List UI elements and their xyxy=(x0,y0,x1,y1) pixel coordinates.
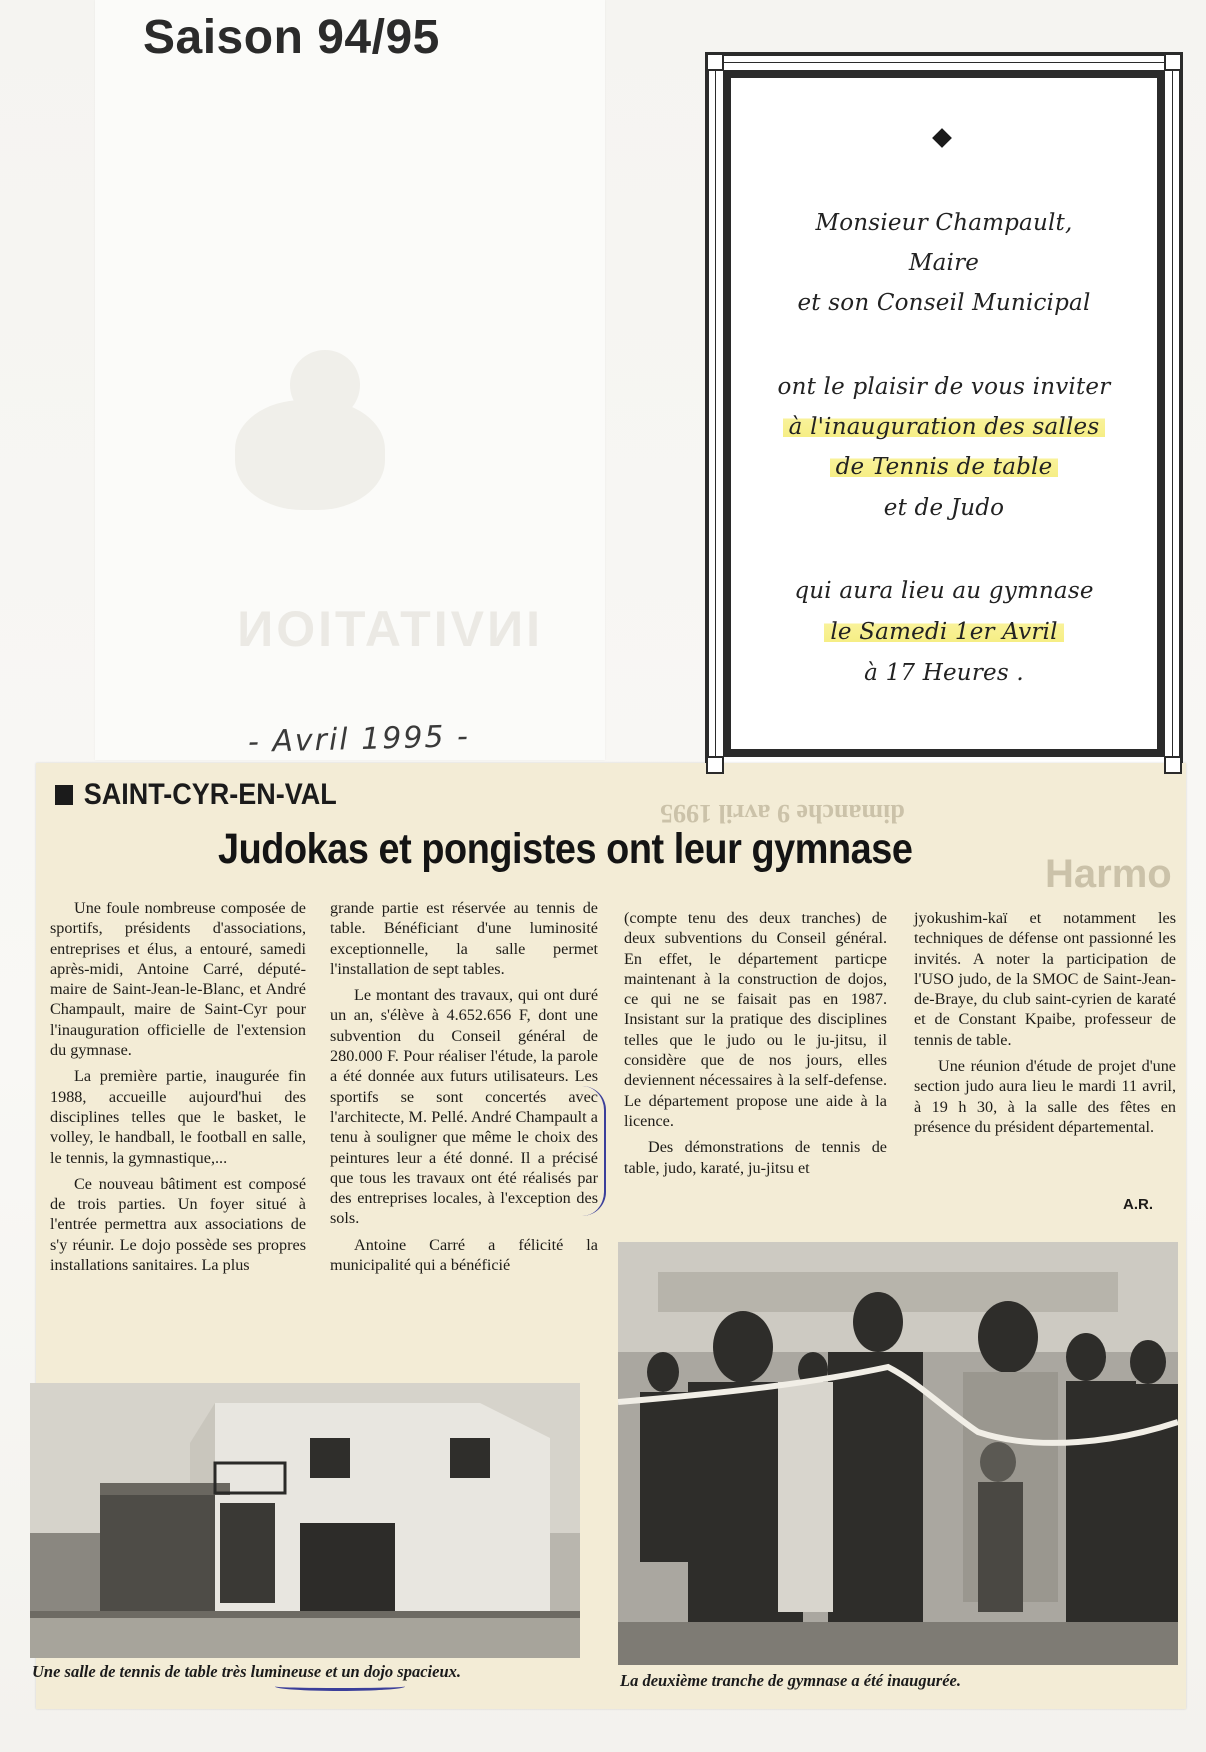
invitation-host: Monsieur Champault, xyxy=(815,210,1073,236)
highlighted-text: à l'inauguration des salles xyxy=(783,414,1106,440)
pen-annotation xyxy=(582,1086,606,1216)
invitation-body: et de Judo xyxy=(883,495,1005,521)
handwritten-date: - Avril 1995 - xyxy=(247,719,471,760)
paragraph: grande partie est réservée au tennis de table. Bénéficiant d'une luminosité exceptionnelle, la salle permet l'installation de sept tables. xyxy=(330,899,598,978)
article-column-3 xyxy=(624,908,887,1184)
article-column-1 xyxy=(50,898,306,1281)
highlighted-text: de Tennis de table xyxy=(830,454,1059,480)
paragraph: Des démonstrations de tennis de table, judo, karaté, ju-jitsu et xyxy=(624,1138,887,1177)
article-headline: Judokas et pongistes ont leur gymnase xyxy=(218,825,913,873)
corner-ornament xyxy=(706,756,724,774)
invitation-body xyxy=(735,414,1153,440)
season-title: Saison 94/95 xyxy=(143,11,440,64)
kicker-label: SAINT-CYR-EN-VAL xyxy=(83,778,337,811)
building-photo-image xyxy=(30,1383,580,1658)
photo-caption-right: La deuxième tranche de gymnase a été inaugurée. xyxy=(620,1671,961,1690)
highlighted-text: le Samedi 1er Avril xyxy=(824,619,1063,645)
bleed-through-text: dimanche 9 avril 1995 xyxy=(660,799,905,828)
article-column-2 xyxy=(330,898,598,1281)
bleed-through-text: Harmo xyxy=(1045,852,1172,896)
paragraph: jyokushim-kaï et notamment les techniques de défense ont passionné les invités. A noter la participation de l'USO judo, de la SMOC de Saint-Jean-de-Braye, du club saint-cyrien de karaté et de Constant Kpaibe, professeur de tennis de table. xyxy=(914,909,1176,1049)
pen-annotation xyxy=(275,1682,405,1691)
paragraph: Une réunion d'étude de projet d'une section judo aura lieu le mardi 11 avril, à 19 h 30, à la salle des fêtes en présence du président départemental. xyxy=(914,1057,1176,1136)
article-kicker xyxy=(55,778,337,812)
square-bullet-icon xyxy=(55,785,73,805)
corner-ornament xyxy=(706,53,724,71)
paragraph: (compte tenu des deux tranches) de deux subventions du Conseil général. En effet, le département particpe maintenant à la construction de dojos, ce qui ne se faisait pas en 1987. Insistant sur la pratique des disciplines telles que le judo ou le ju-jitsu, il considère que de nos jours, elles deviennent nécessaires à la self-defense. Le département propose une aide à la licence. xyxy=(624,909,887,1130)
paragraph: Le montant des travaux, qui ont duré un an, s'élève à 4.652.656 F, dont une subvention du Conseil général de 280.000 F. Pour réaliser l'étude, la parole a été donnée aux futurs utilisateurs. Les sportifs se sont concertés avec l'architecte, M. Pellé. André Champault a tenu à souligner que même le choix des peintures leur a été donné. Il a précisé que tous les travaux ont été réalisés par des entreprises locales, à l'exception des sols. xyxy=(330,986,598,1228)
corner-ornament xyxy=(1164,53,1182,71)
paragraph: Une foule nombreuse composée de sportifs, présidents d'associations, entreprises et élus, a entouré, samedi après-midi, Antoine Carré, député-maire de Saint-Jean-le-Blanc, et André Champault, maire de Saint-Cyr pour l'inauguration officielle de l'extension du gymnase. xyxy=(50,899,306,1060)
invitation-date xyxy=(735,619,1153,645)
invitation-body xyxy=(735,454,1153,480)
invitation-body: ont le plaisir de vous inviter xyxy=(777,374,1111,400)
corner-ornament xyxy=(1164,756,1182,774)
article-signature: A.R. xyxy=(1123,1196,1153,1213)
building-photo xyxy=(30,1383,580,1658)
article-column-4 xyxy=(914,908,1176,1143)
ghost-figure-body xyxy=(235,400,385,510)
invitation-venue: qui aura lieu au gymnase xyxy=(794,578,1094,604)
ceremony-photo-image xyxy=(618,1242,1178,1665)
paragraph: La première partie, inaugurée fin 1988, accueille aujourd'hui des disciplines telles que le basket, le volley, le handball, le football en salle, le tennis, la gymnastique,... xyxy=(50,1067,306,1167)
invitation-time: à 17 Heures . xyxy=(864,660,1024,686)
paragraph: Antoine Carré a félicité la municipalité qui a bénéficié xyxy=(330,1235,598,1275)
invitation-host-title: Maire xyxy=(908,250,980,276)
photo-caption-left: Une salle de tennis de table très lumineuse et un dojo spacieux. xyxy=(32,1662,462,1681)
paragraph: Ce nouveau bâtiment est composé de trois parties. Un foyer situé à l'entrée permettra aux associations de s'y réunir. Le dojo possède ses propres installations sanitaires. La plus xyxy=(50,1174,306,1275)
invitation-host-council: et son Conseil Municipal xyxy=(797,290,1091,316)
ceremony-photo xyxy=(618,1242,1178,1665)
ghost-invitation-title: INVITATION xyxy=(234,601,540,657)
